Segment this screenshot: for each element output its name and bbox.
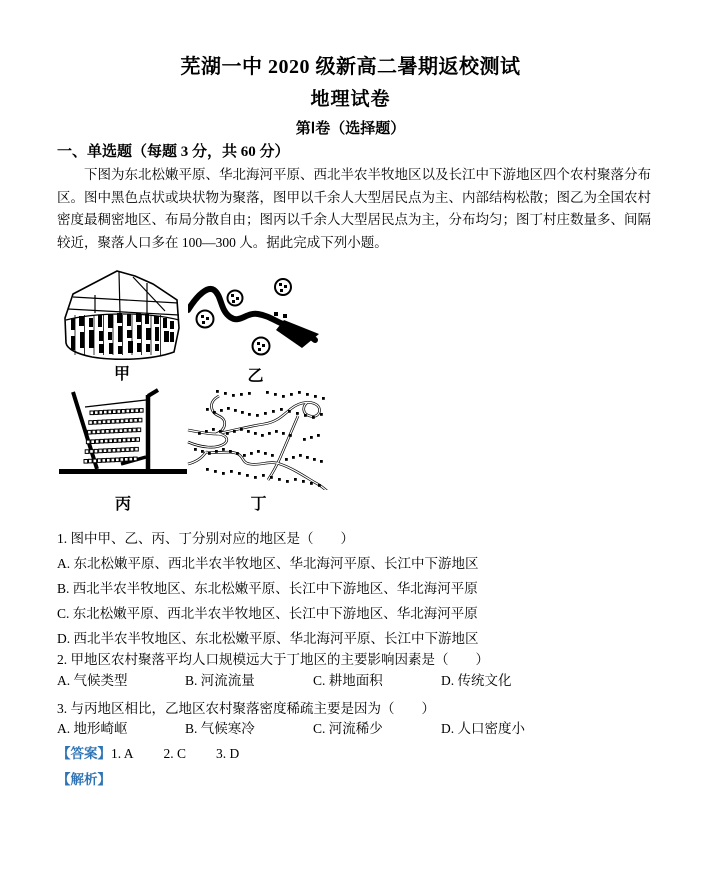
road-bottom — [59, 469, 187, 474]
volume-heading: 第Ⅰ卷（选择题） — [295, 121, 406, 137]
answer-2: 2. C — [163, 746, 187, 761]
analysis-label: 【解析】 — [57, 772, 111, 787]
question-1-option-b: B. 西北半农半牧地区、东北松嫩平原、长江中下游地区、华北海河平原 — [57, 581, 478, 596]
figure-yi — [188, 270, 323, 386]
doc-title: 芜湖一中 2020 级新高二暑期返校测试 — [180, 56, 521, 78]
question-3-option-c: C. 河流稀少 — [313, 721, 383, 736]
question-3-stem: 3. 与丙地区相比，乙地区农村聚落密度稀疏主要是因为（ ） — [57, 701, 435, 716]
village-map-bing-image — [57, 386, 189, 490]
village-map-ding-image — [186, 386, 331, 490]
doc-subject: 地理试卷 — [310, 89, 391, 110]
figure-ding — [186, 386, 331, 514]
question-1-stem: 1. 图中甲、乙、丙、丁分别对应的地区是（ ） — [57, 531, 354, 546]
question-1-option-c: C. 东北松嫩平原、西北半农半牧地区、长江中下游地区、华北海河平原 — [57, 606, 478, 621]
question-2-stem: 2. 甲地区农村聚落平均人口规模远大于丁地区的主要影响因素是（ ） — [57, 652, 489, 667]
section-heading: 一、单选题（每题 3 分，共 60 分） — [57, 144, 290, 160]
figure-yi-label: 乙 — [247, 368, 264, 385]
question-3-options — [57, 720, 657, 738]
figure-ding-label: 丁 — [250, 496, 267, 513]
top-boundary — [85, 400, 146, 407]
question-2-options — [57, 672, 657, 690]
intro-paragraph: 下图为东北松嫩平原、华北海河平原、西北半农半牧地区以及长江中下游地区四个农村聚落分布区。图中黑色点状或块状物为聚落，图甲以千余人大型居民点为主、内部结构松散；图乙为全国农村密度最稠密地区、布局分散自由；图丙以千余人大型居民点为主，分布均匀；图丁村庄数量多、间隔较近，聚落人口多在 100—300 人。据此完成下列小题。 — [57, 167, 651, 250]
answer-line — [57, 744, 269, 764]
river-map-yi-image — [188, 270, 323, 362]
question-1 — [57, 526, 657, 651]
answer-3: 3. D — [216, 746, 240, 761]
figure-bing-label: 丙 — [114, 496, 131, 513]
figure-bing — [57, 386, 189, 514]
question-3-option-a: A. 地形崎岖 — [57, 721, 128, 736]
question-2-option-c: C. 耕地面积 — [313, 673, 383, 688]
question-3-option-b: B. 气候寒冷 — [185, 721, 255, 736]
figure-jia-label: 甲 — [113, 366, 130, 383]
answer-label: 【答案】 — [57, 746, 111, 761]
figure-jia — [57, 268, 187, 384]
answer-1: 1. A — [111, 746, 134, 761]
question-1-option-d: D. 西北半农半牧地区、东北松嫩平原、华北海河平原、长江中下游地区 — [57, 631, 479, 646]
question-2-option-a: A. 气候类型 — [57, 673, 128, 688]
question-2-option-b: B. 河流流量 — [185, 673, 255, 688]
question-1-option-a: A. 东北松嫩平原、西北半农半牧地区、华北海河平原、长江中下游地区 — [57, 556, 479, 571]
question-2-option-d: D. 传统文化 — [441, 673, 512, 688]
river-mouth — [276, 320, 319, 348]
question-3-option-d: D. 人口密度小 — [441, 721, 525, 736]
road-right-cap — [148, 390, 158, 396]
village-map-jia-image — [57, 268, 187, 360]
